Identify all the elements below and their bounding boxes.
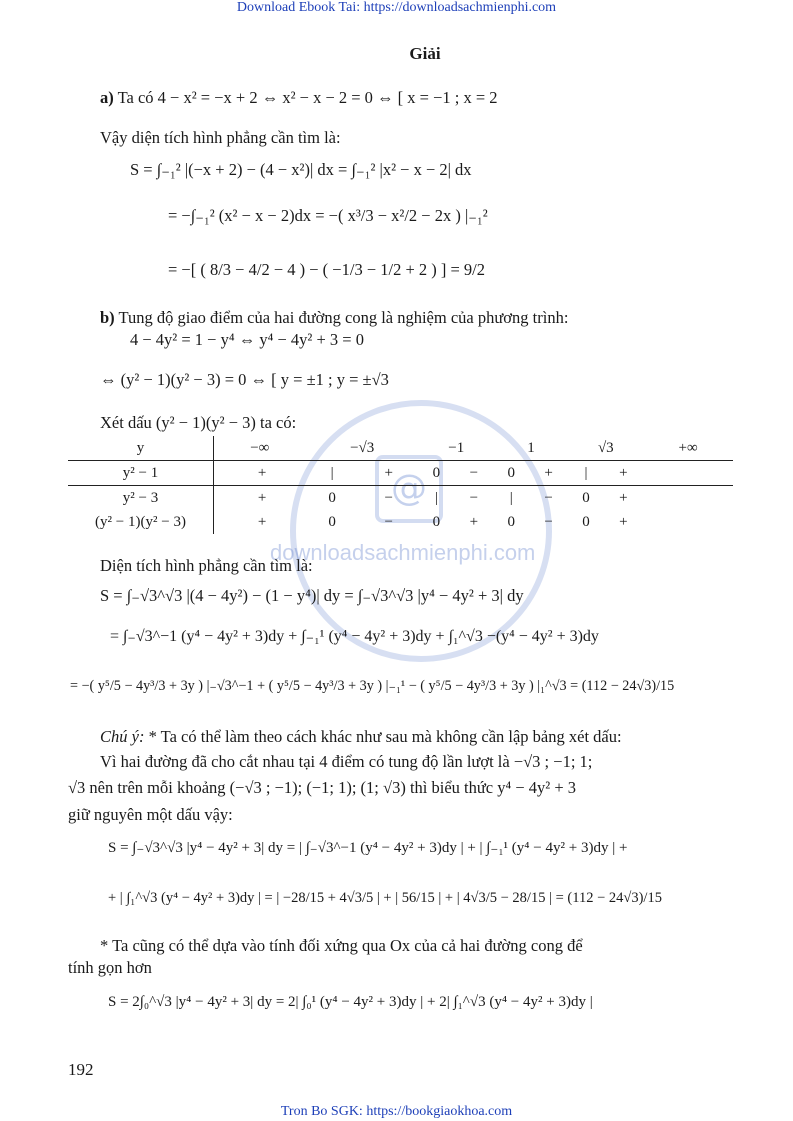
row-label: (y² − 1)(y² − 3) <box>68 510 214 534</box>
table-cell: + <box>604 461 644 486</box>
note-line-6: + | ∫₁^√3 (y⁴ − 4y² + 3)dy | = | −28/15 + 4√3/5 | + | 56/15 | + | 4√3/5 − 28/15 | = (112 − 24√3)/15 <box>108 890 662 906</box>
table-header-cell: −√3 <box>306 436 419 461</box>
table-cell: | <box>568 461 603 486</box>
part-a-line-1 <box>100 88 498 108</box>
table-row <box>68 510 733 534</box>
part-b-line-2: 4 − 4y² = 1 − y⁴ ⇔ y⁴ − 4y² + 3 = 0 <box>130 330 364 349</box>
table-cell: − <box>384 513 394 530</box>
footer-sgk-link[interactable]: Tron Bo SGK: https://bookgiaokhoa.com <box>280 1104 513 1119</box>
table-cell: 0 <box>419 461 454 486</box>
table-cell: + <box>257 513 267 530</box>
table-header-cell: +∞ <box>643 436 733 461</box>
table-cell <box>643 486 733 511</box>
note-line-8: tính gọn hơn <box>68 958 152 977</box>
page-title: Giải <box>409 44 441 63</box>
part-a-line-3: S = ∫₋₁² |(−x + 2) − (4 − x²)| dx = ∫₋₁² |x² − x − 2| dx <box>130 160 472 179</box>
table-row <box>68 461 733 486</box>
note-line-7: * Ta cũng có thể dựa vào tính đối xứng qua Ox của cả hai đường cong để <box>100 936 583 955</box>
table-header-cell: y <box>68 436 214 461</box>
sign-table-header-row <box>68 436 733 461</box>
part-b-line-1 <box>100 308 568 328</box>
part-a-line-4: = −∫₋₁² (x² − x − 2)dx = −( x³/3 − x²/2 − 2x ) |₋₁² <box>168 206 488 225</box>
table-cell: + <box>359 461 419 486</box>
table-cell: | <box>509 489 513 506</box>
table-cell <box>643 510 733 534</box>
table-cell: + <box>257 489 267 506</box>
row-label: y² − 3 <box>68 486 214 511</box>
table-header-cell: √3 <box>568 436 643 461</box>
table-cell: 0 <box>432 513 441 530</box>
watermark-text: downloadsachmienphi.com <box>270 540 536 565</box>
table-cell: 0 <box>582 513 590 530</box>
table-cell: − <box>544 513 553 530</box>
table-cell: + <box>529 461 569 486</box>
at-icon: @ <box>375 455 443 523</box>
table-cell: − <box>454 461 494 486</box>
table-row <box>68 486 733 511</box>
table-cell: 0 <box>328 489 336 506</box>
table-cell: + <box>469 513 479 530</box>
header-download-link[interactable]: Download Ebook Tai: https://downloadsachmienphi.com <box>236 0 557 15</box>
row-label: y² − 1 <box>68 461 214 486</box>
table-cell: − <box>469 489 479 506</box>
part-b-line-6: S = ∫₋√3^√3 |(4 − 4y²) − (1 − y⁴)| dy = ∫₋√3^√3 |y⁴ − 4y² + 3| dy <box>100 586 524 605</box>
table-header-cell: −∞ <box>214 436 306 461</box>
note-line-2: Vì hai đường đã cho cắt nhau tại 4 điểm có tung độ lần lượt là −√3 ; −1; 1; <box>100 752 593 771</box>
note-line-3: √3 nên trên mỗi khoảng (−√3 ; −1); (−1; 1); (1; √3) thì biểu thức y⁴ − 4y² + 3 <box>68 778 577 797</box>
table-cell: + <box>219 461 306 486</box>
sign-table <box>68 436 733 534</box>
table-cell: − <box>384 489 394 506</box>
part-b-line-3: ⇔ (y² − 1)(y² − 3) = 0 ⇔ [ y = ±1 ; y = ±√3 <box>100 370 389 389</box>
part-a-equation: Ta có 4 − x² = −x + 2 ⇔ x² − x − 2 = 0 ⇔ [ x = −1 ; x = 2 <box>117 88 498 107</box>
part-b-line-7: = ∫₋√3^−1 (y⁴ − 4y² + 3)dy + ∫₋₁¹ (y⁴ − 4y² + 3)dy + ∫₁^√3 −(y⁴ − 4y² + 3)dy <box>110 628 599 645</box>
table-header-cell: −1 <box>419 436 494 461</box>
table-cell: 0 <box>507 513 515 530</box>
part-b-line-8: = −( y⁵/5 − 4y³/3 + 3y ) |₋√3^−1 + ( y⁵/5 − 4y³/3 + 3y ) |₋₁¹ − ( y⁵/5 − 4y³/3 + 3y ) |₁^√3 = (112 − 24√3)/15 <box>70 678 675 694</box>
page-number: 192 <box>68 1060 94 1079</box>
note-label: Chú ý: <box>100 727 145 746</box>
part-b-intro: Tung độ giao điểm của hai đường cong là nghiệm của phương trình: <box>118 308 569 327</box>
part-b-line-5: Diện tích hình phẳng cần tìm là: <box>100 556 313 575</box>
part-a-line-5: = −[ ( 8/3 − 4/2 − 4 ) − ( −1/3 − 1/2 + 2 ) ] = 9/2 <box>168 260 486 279</box>
note-line-1 <box>100 727 622 747</box>
note-line-9: S = 2∫₀^√3 |y⁴ − 4y² + 3| dy = 2| ∫₀¹ (y⁴ − 4y² + 3)dy | + 2| ∫₁^√3 (y⁴ − 4y² + 3)dy | <box>108 994 593 1010</box>
table-cell: + <box>619 489 628 506</box>
note-line-5: S = ∫₋√3^√3 |y⁴ − 4y² + 3| dy = | ∫₋√3^−1 (y⁴ − 4y² + 3)dy | + | ∫₋₁¹ (y⁴ − 4y² + 3)dy | + <box>108 840 628 856</box>
note-text: * Ta có thể làm theo cách khác như sau mà không cần lập bảng xét dấu: <box>148 727 622 746</box>
table-header-cell: 1 <box>494 436 569 461</box>
table-cell: 0 <box>582 489 590 506</box>
part-a-line-2: Vậy diện tích hình phẳng cần tìm là: <box>100 128 341 147</box>
table-cell: | <box>306 461 359 486</box>
table-cell <box>643 461 733 486</box>
table-cell: + <box>619 513 628 530</box>
part-b-label: b) <box>100 308 115 327</box>
part-b-line-4: Xét dấu (y² − 1)(y² − 3) ta có: <box>100 413 297 432</box>
note-line-4: giữ nguyên một dấu vậy: <box>68 805 233 824</box>
table-cell: | <box>434 489 438 506</box>
part-a-label: a) <box>100 88 114 107</box>
table-cell: 0 <box>328 513 336 530</box>
table-cell: 0 <box>494 461 529 486</box>
table-cell: − <box>544 489 553 506</box>
